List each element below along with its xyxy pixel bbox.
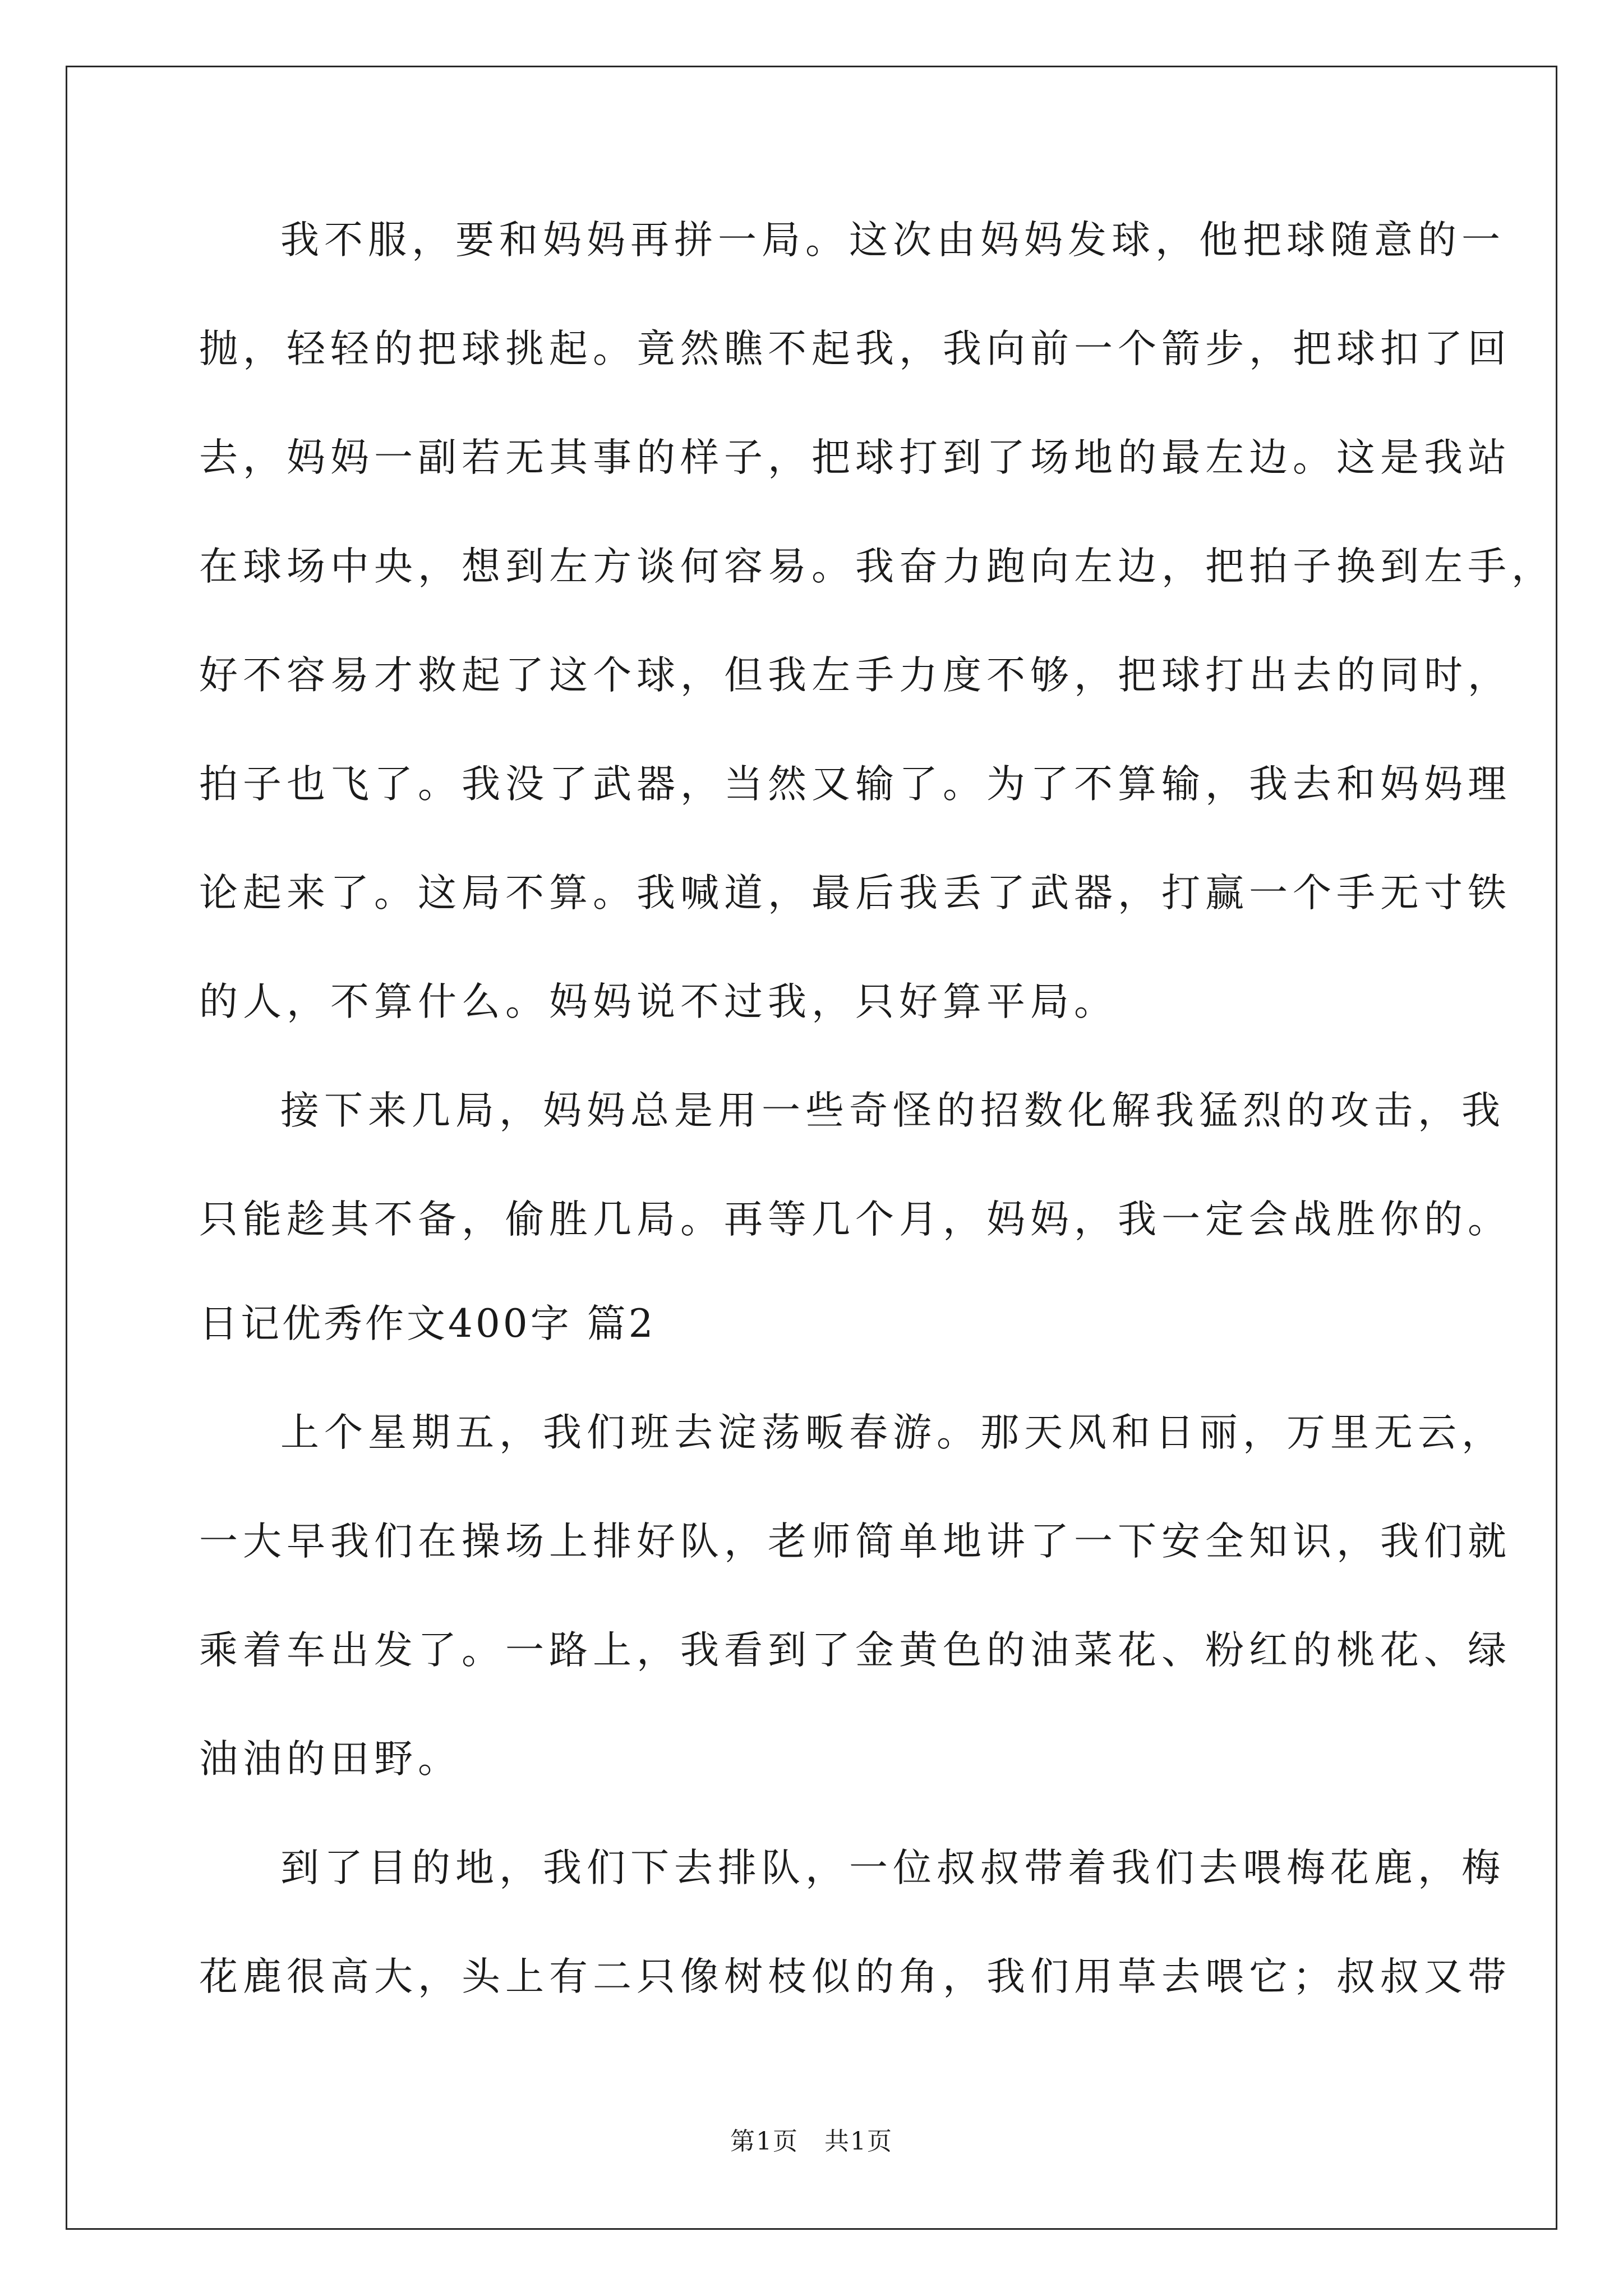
paragraph-line: 的人，不算什么。妈妈说不过我，只好算平局。 xyxy=(199,979,1118,1024)
paragraph-line: 抛，轻轻的把球挑起。竟然瞧不起我，我向前一个箭步，把球扣了回 xyxy=(199,326,1511,371)
page-footer: 第1页 共1页 xyxy=(730,2127,893,2156)
section-heading: 日记优秀作文400字 篇2 xyxy=(199,1301,656,1346)
paragraph-line: 只能趁其不备，偷胜几局。再等几个月，妈妈，我一定会战胜你的。 xyxy=(199,1197,1511,1242)
page-border xyxy=(66,66,1557,2230)
paragraph-line: 花鹿很高大，头上有二只像树枝似的角，我们用草去喂它；叔叔又带 xyxy=(199,1954,1511,1999)
paragraph-line: 乘着车出发了。一路上，我看到了金黄色的油菜花、粉红的桃花、绿 xyxy=(199,1628,1511,1673)
paragraph-line: 去，妈妈一副若无其事的样子，把球打到了场地的最左边。这是我站 xyxy=(199,435,1511,480)
paragraph-line: 接下来几局，妈妈总是用一些奇怪的招数化解我猛烈的攻击，我 xyxy=(280,1088,1505,1133)
paragraph-line: 一大早我们在操场上排好队，老师简单地讲了一下安全知识，我们就 xyxy=(199,1519,1511,1564)
paragraph-line: 拍子也飞了。我没了武器，当然又输了。为了不算输，我去和妈妈理 xyxy=(199,762,1511,807)
paragraph-line: 上个星期五，我们班去淀荡畈春游。那天风和日丽，万里无云， xyxy=(280,1410,1505,1455)
paragraph-line: 好不容易才救起了这个球，但我左手力度不够，把球打出去的同时， xyxy=(199,653,1511,698)
paragraph-line: 在球场中央，想到左方谈何容易。我奋力跑向左边，把拍子换到左手， xyxy=(199,544,1555,589)
paragraph-line: 我不服，要和妈妈再拼一局。这次由妈妈发球，他把球随意的一 xyxy=(280,218,1505,263)
paragraph-line: 论起来了。这局不算。我喊道，最后我丢了武器，打赢一个手无寸铁 xyxy=(199,871,1511,915)
paragraph-line: 到了目的地，我们下去排队，一位叔叔带着我们去喂梅花鹿，梅 xyxy=(280,1846,1505,1890)
paragraph-line: 油油的田野。 xyxy=(199,1737,462,1782)
